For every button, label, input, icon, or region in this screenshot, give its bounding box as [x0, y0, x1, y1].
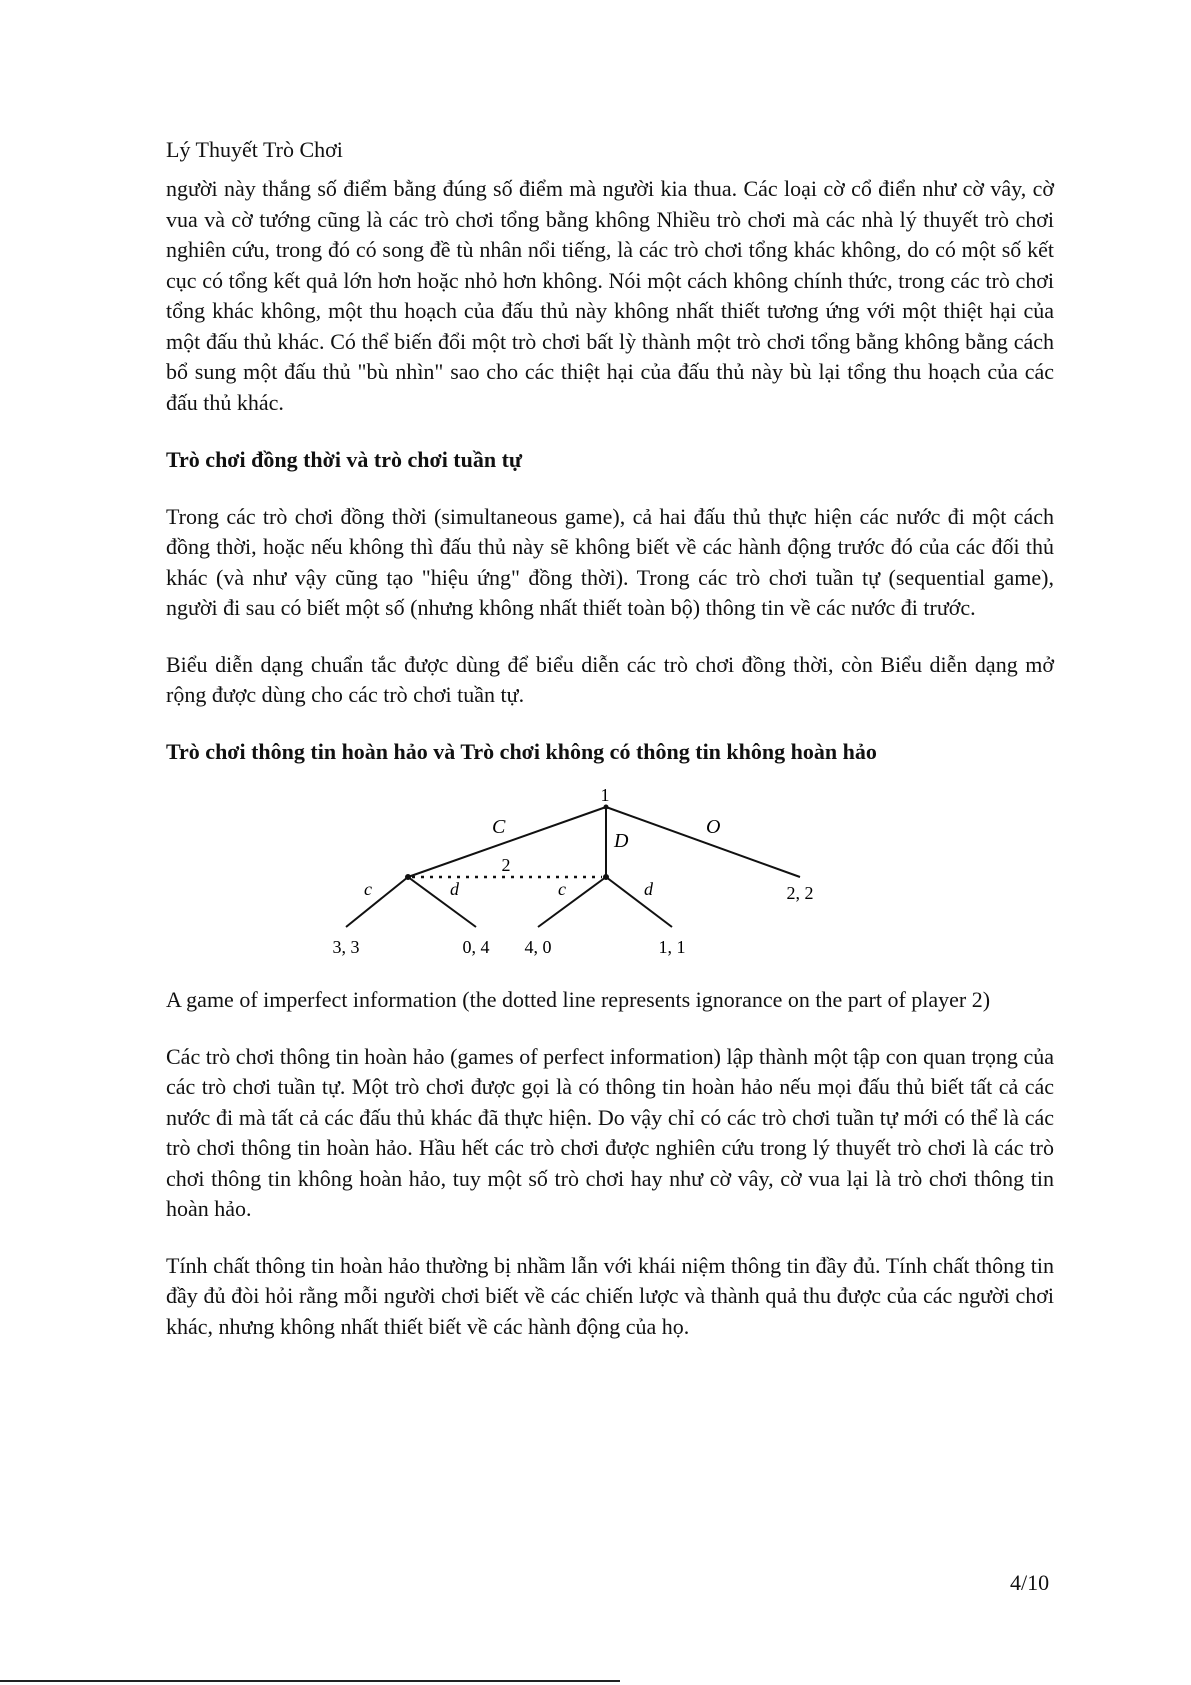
paragraph-representation-forms: Biểu diễn dạng chuẩn tắc được dùng để biểu diễn các trò chơi đồng thời, còn Biểu diễn dạng mở rộng được dùng cho các trò chơi tuần tự.	[166, 651, 1054, 707]
game-tree-figure	[326, 781, 886, 971]
edge-label-D: D	[614, 830, 629, 852]
root-node-label: 1	[600, 785, 610, 805]
paragraph-perfect-information: Các trò chơi thông tin hoàn hảo (games of perfect information) lập thành một tập con quan trọng của các trò chơi tuần tự. Một trò chơi được gọi là có thông tin hoàn hảo nếu mọi đấu thủ biết tất cả các nước đi mà tất cả các đấu thủ khác đã thực hiện. Do vậy chỉ có các trò chơi tuần tự mới có thể là các trò chơi thông tin hoàn hảo. Hầu hết các trò chơi được nghiên cứu trong lý thuyết trò chơi là các trò chơi thông tin không hoàn hảo, tuy một số trò chơi hay như cờ vây, cờ vua lại là trò chơi thông tin hoàn hảo.	[166, 1043, 1054, 1221]
payoff-dc: 4, 0	[524, 937, 552, 957]
payoff-cd: 0, 4	[462, 937, 490, 957]
page-header-title: Lý Thuyết Trò Chơi	[166, 137, 343, 162]
payoff-o: 2, 2	[786, 883, 814, 903]
section-heading-perfect-information: Trò chơi thông tin hoàn hảo và Trò chơi không có thông tin không hoàn hảo	[166, 738, 877, 764]
page-number: 4/10	[1010, 1570, 1050, 1595]
footer-rule	[0, 1680, 620, 1682]
edge-c-right	[538, 877, 606, 927]
information-set-label: 2	[501, 855, 511, 875]
edge-label-d-right: d	[644, 879, 653, 899]
edge-c-left	[346, 877, 408, 927]
section-heading-simultaneous-sequential: Trò chơi đồng thời và trò chơi tuần tự	[166, 447, 523, 472]
edge-label-d-left: d	[450, 879, 459, 899]
edge-O	[606, 807, 800, 877]
paragraph-complete-information: Tính chất thông tin hoàn hảo thường bị nhầm lẫn với khái niệm thông tin đầy đủ. Tính chất thông tin đầy đủ đòi hỏi rằng mỗi người chơi biết về các chiến lược và thành quả thu được của các người chơi khác, nhưng không nhất thiết biết về các hành động của họ.	[166, 1252, 1054, 1339]
edge-d-right	[606, 877, 672, 927]
paragraph-zero-sum: người này thắng số điểm bằng đúng số điểm mà người kia thua. Các loại cờ cổ điển như cờ vây, cờ vua và cờ tướng cũng là các trò chơi tổng bằng không Nhiều trò chơi mà các nhà lý thuyết trò chơi nghiên cứu, trong đó có song đề tù nhân nổi tiếng, là các trò chơi tổng khác không, do có một số kết cục có tổng kết quả lớn hơn hoặc nhỏ hơn không. Nói một cách không chính thức, trong các trò chơi tổng khác không, một thu hoạch của đấu thủ này không nhất thiết tương ứng với một thiệt hại của một đấu thủ khác. Có thể biến đổi một trò chơi bất lỳ thành một trò chơi tổng bằng không bằng cách bổ sung một đấu thủ "bù nhìn" sao cho các thiệt hại của đấu thủ này bù lại tổng thu hoạch của các đấu thủ khác.	[166, 176, 1054, 415]
edge-label-c-right: c	[558, 879, 566, 899]
edge-label-O: O	[706, 816, 721, 838]
payoff-cc: 3, 3	[332, 937, 360, 957]
document-body	[166, 174, 1054, 1342]
edge-label-c-left: c	[364, 879, 372, 899]
paragraph-simultaneous-games: Trong các trò chơi đồng thời (simultaneous game), cả hai đấu thủ thực hiện các nước đi một cách đồng thời, hoặc nếu không thì đấu thủ này sẽ không biết về các hành động trước đó của các đối thủ khác (và như vậy cũng tạo "hiệu ứng" đồng thời). Trong các trò chơi tuần tự (sequential game), người đi sau có biết một số (nhưng không nhất thiết toàn bộ) thông tin về các nước đi trước.	[166, 503, 1054, 620]
edge-d-left	[408, 877, 476, 927]
figure-caption: A game of imperfect information (the dotted line represents ignorance on the part of player 2)	[166, 987, 991, 1012]
edge-label-C: C	[492, 816, 506, 838]
payoff-dd: 1, 1	[658, 937, 686, 957]
